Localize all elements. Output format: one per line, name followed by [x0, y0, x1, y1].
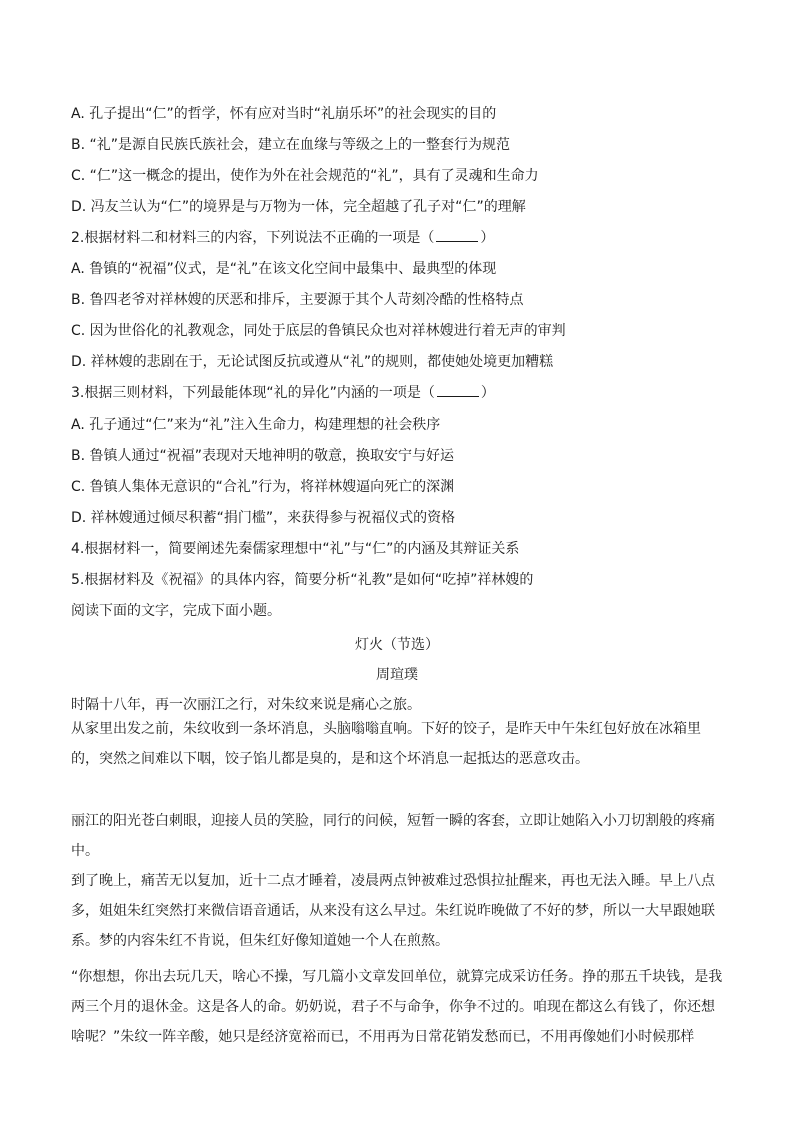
- answer-blank[interactable]: [436, 229, 478, 242]
- q2-stem-end: ）: [480, 230, 495, 246]
- story-title: 灯火（节选）: [355, 637, 439, 653]
- q2-option-a: A. 鲁镇的“祝福”仪式，是“礼”在该文化空间中最集中、最典型的体现: [71, 261, 497, 277]
- q1-option-b: B. “礼”是源自民族氏族社会，建立在血缘与等级之上的一整套行为规范: [71, 137, 511, 153]
- q3-stem-text: 3.根据三则材料，下列最能体现“礼的异化”内涵的一项是（: [71, 385, 435, 401]
- answer-blank[interactable]: [437, 384, 479, 397]
- q2-stem-text: 2.根据材料二和材料三的内容，下列说法不正确的一项是（: [71, 230, 435, 246]
- q2-stem: [71, 229, 494, 247]
- q1-option-a: A. 孔子提出“仁”的哲学，怀有应对当时“礼崩乐坏”的社会现实的目的: [71, 106, 497, 122]
- story-paragraph: “你想想，你出去玩几天，啥心不操，写几篇小文章发回单位，就算完成采访任务。挣的那五千块钱，是我两三个月的退休金。这是各人的命。奶奶说，君子不与命争，你争不过的。咱现在都这么有钱了，你还想啥呢？”朱纹一阵辛酸，她只是经济宽裕而已，不用再为日常花销发愁而已，不用再像她们小时候那样: [71, 969, 723, 1045]
- q3-stem-end: ）: [480, 385, 495, 401]
- reading-instruction: 阅读下面的文字，完成下面小题。: [71, 603, 281, 619]
- story-paragraph: 到了晚上，痛苦无以复加，近十二点才睡着，凌晨两点钟被难过恐惧拉扯醒来，再也无法入睡。早上八点多，姐姐朱红突然打来微信语音通话，从来没有这么早过。朱红说昨晚做了不好的梦，所以一大早跟她联系。梦的内容朱红不肯说，但朱红好像知道她一个人在煎熬。: [71, 873, 715, 949]
- q3-option-d: D. 祥林嫂通过倾尽积蓄“捐门槛”，来获得参与祝福仪式的资格: [71, 510, 456, 526]
- q1-option-c: C. “仁”这一概念的提出，使作为外在社会规范的“礼”，具有了灵魂和生命力: [71, 168, 539, 184]
- story-paragraph: 从家里出发之前，朱纹收到一条坏消息，头脑嗡嗡直响。下好的饺子，是昨天中午朱红包好放在冰箱里的，突然之间难以下咽，饺子馅儿都是臭的，是和这个坏消息一起抵达的恶意攻击。: [71, 721, 701, 767]
- q3-option-b: B. 鲁镇人通过“祝福”表现对天地神明的敬意，换取安宁与好运: [71, 448, 455, 464]
- q3-stem: [71, 384, 495, 402]
- story-paragraph: 丽江的阳光苍白刺眼，迎接人员的笑脸，同行的问候，短暂一瞬的客套，立即让她陷入小刀切割般的疼痛中。: [71, 813, 715, 859]
- q2-option-c: C. 因为世俗化的礼教观念，同处于底层的鲁镇民众也对祥林嫂进行着无声的审判: [71, 323, 566, 339]
- q3-option-a: A. 孔子通过“仁”来为“礼”注入生命力，构建理想的社会秩序: [71, 417, 441, 433]
- question-4: 4.根据材料一，简要阐述先秦儒家理想中“礼”与“仁”的内涵及其辩证关系: [71, 541, 520, 557]
- question-5: 5.根据材料及《祝福》的具体内容，简要分析“礼教”是如何“吃掉”祥林嫂的: [71, 572, 534, 588]
- q2-option-d: D. 祥林嫂的悲剧在于，无论试图反抗或遵从“礼”的规则，都使她处境更加糟糕: [71, 354, 554, 370]
- story-author: 周瑄璞: [376, 667, 418, 683]
- q3-option-c: C. 鲁镇人集体无意识的“合礼”行为，将祥林嫂逼向死亡的深渊: [71, 479, 455, 495]
- q2-option-b: B. 鲁四老爷对祥林嫂的厌恶和排斥，主要源于其个人苛刻冷酷的性格特点: [71, 292, 524, 308]
- story-paragraph: 时隔十八年，再一次丽江之行，对朱纹来说是痛心之旅。: [71, 697, 421, 713]
- q1-option-d: D. 冯友兰认为“仁”的境界是与万物为一体，完全超越了孔子对“仁”的理解: [71, 199, 526, 215]
